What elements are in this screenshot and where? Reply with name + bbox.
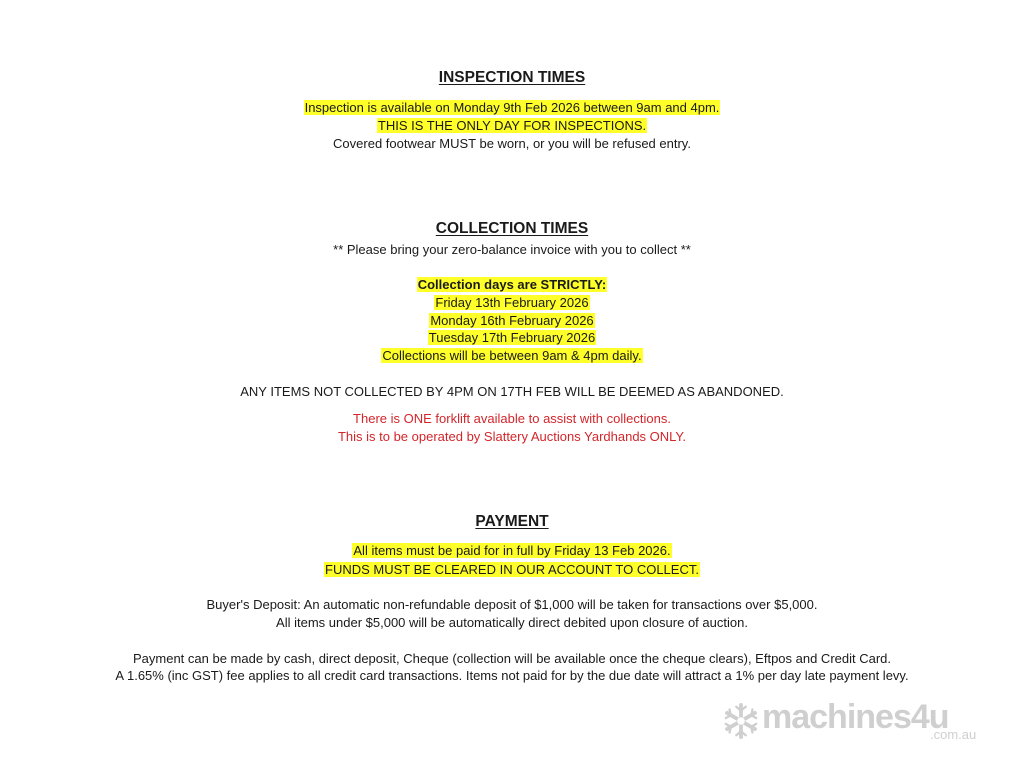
- inspection-line-1: Inspection is available on Monday 9th Feb 2026 between 9am and 4pm.: [304, 100, 720, 115]
- forklift-notice-1: There is ONE forklift available to assist with collections.: [353, 411, 671, 426]
- buyers-deposit-line-1: Buyer's Deposit: An automatic non-refundable deposit of $1,000 will be taken for transactions over $5,000.: [206, 597, 818, 612]
- snowflake-logo-icon: [722, 702, 760, 740]
- machines4u-domain: .com.au: [930, 727, 977, 742]
- collection-days-label: Collection days are STRICTLY:: [417, 277, 607, 292]
- machines4u-wordmark: machines4u: [762, 698, 949, 736]
- collection-day-2: Monday 16th February 2026: [430, 313, 594, 328]
- forklift-notice-2: This is to be operated by Slattery Auctions Yardhands ONLY.: [337, 429, 687, 444]
- collection-hours: Collections will be between 9am & 4pm daily.: [382, 348, 642, 363]
- payment-funds-cleared-line: FUNDS MUST BE CLEARED IN OUR ACCOUNT TO COLLECT.: [325, 562, 699, 577]
- inspection-heading: INSPECTION TIMES: [438, 69, 586, 86]
- inspection-line-2: THIS IS THE ONLY DAY FOR INSPECTIONS.: [377, 118, 647, 133]
- collection-invoice-note: ** Please bring your zero-balance invoice with you to collect **: [333, 242, 691, 257]
- payment-methods-line-1: Payment can be made by cash, direct deposit, Cheque (collection will be available once the cheque clears), Eftpos and Credit Card.: [132, 651, 892, 666]
- collection-day-1: Friday 13th February 2026: [435, 295, 589, 310]
- collection-day-3: Tuesday 17th February 2026: [428, 330, 596, 345]
- payment-due-line: All items must be paid for in full by Friday 13 Feb 2026.: [353, 543, 671, 558]
- inspection-footwear-note: Covered footwear MUST be worn, or you will be refused entry.: [333, 136, 691, 151]
- machines4u-watermark: [722, 700, 992, 746]
- payment-methods-line-2: A 1.65% (inc GST) fee applies to all credit card transactions. Items not paid for by the due date will attract a 1% per day late payment levy.: [115, 668, 909, 683]
- payment-heading: PAYMENT: [475, 513, 549, 530]
- buyers-deposit-line-2: All items under $5,000 will be automatically direct debited upon closure of auction.: [276, 615, 748, 630]
- collection-abandoned-notice: ANY ITEMS NOT COLLECTED BY 4PM ON 17TH FEB WILL BE DEEMED AS ABANDONED.: [240, 384, 784, 399]
- collection-heading: COLLECTION TIMES: [435, 220, 589, 237]
